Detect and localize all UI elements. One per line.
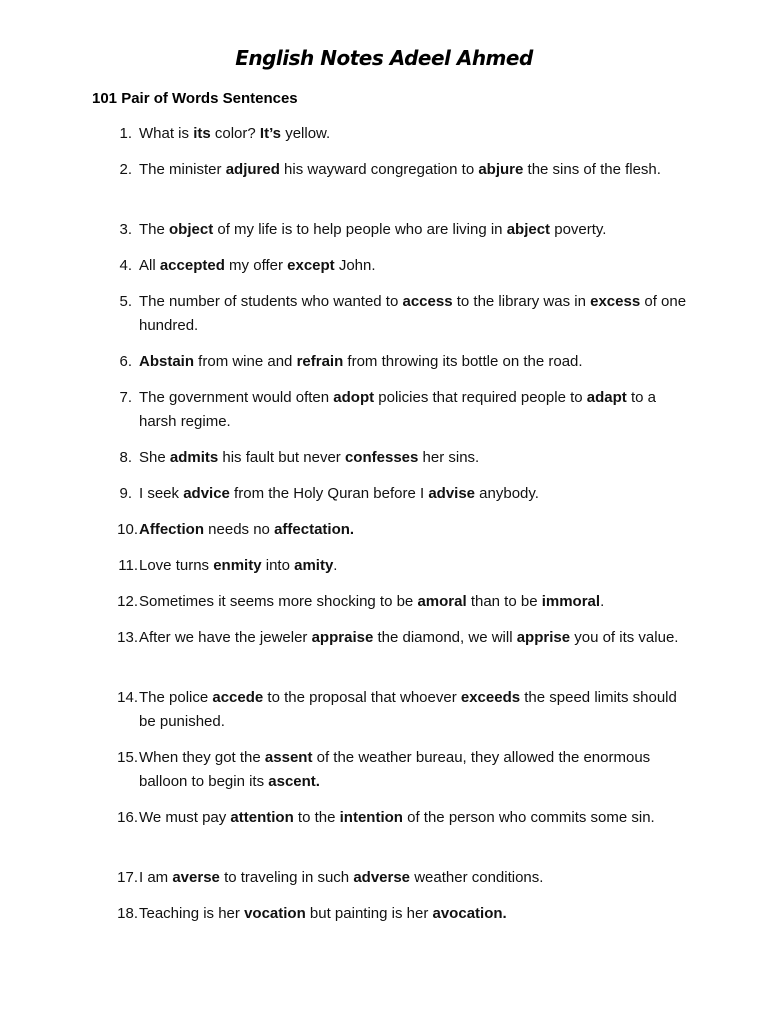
sentence-fragment: When they got the [139,749,265,766]
keyword: attention [230,809,294,826]
keyword: ascent. [268,773,320,790]
sentence-fragment: from throwing its bottle on the road. [343,353,583,370]
sentence-fragment: Love turns [139,557,214,574]
sentence-fragment: to the proposal that whoever [263,689,461,706]
sentence-fragment: his wayward congregation to [279,161,479,178]
list-item-text [139,806,689,830]
keyword: adapt [586,389,627,406]
list-item-number: 4. [119,257,132,274]
sentence-fragment: to the library was in [452,293,591,310]
list-item-text [139,686,689,734]
list-item-text [139,866,689,890]
sentence-fragment: but painting is her [305,905,433,922]
keyword: adopt [333,389,375,406]
list-item-number: 5. [119,293,132,310]
list-item-number: 17. [117,869,138,886]
keyword: assent [264,749,313,766]
sentence-fragment: poverty. [550,221,607,238]
sentence-fragment: from the Holy Quran before I [229,485,429,502]
keyword: exceeds [460,689,521,706]
keyword: confesses [344,449,419,466]
sentence-fragment: I seek [139,485,184,502]
list-item-number: 11. [118,557,138,574]
sentence-fragment: color? [210,125,260,142]
sentence-fragment: Teaching is her [139,905,245,922]
sentence-fragment: to a harsh regime. [139,389,656,430]
list-item-text [139,350,689,374]
list-item-text [139,290,689,338]
sentence-fragment: We must pay [139,809,231,826]
sentence-fragment: than to be [466,593,542,610]
keyword: It’s [259,125,282,142]
sentence-fragment: to the [293,809,340,826]
keyword: appraise [311,629,374,646]
list-item-number: 8. [119,449,132,466]
sentence-fragment: my offer [224,257,288,274]
sentence-fragment: She [139,449,170,466]
keyword: enmity [213,557,262,574]
list-item-text [139,122,689,146]
keyword: amity [294,557,334,574]
keyword: except [287,257,335,274]
section-heading: 101 Pair of Words Sentences [92,90,298,107]
list-item-text [139,158,689,182]
keyword: abjure [478,161,524,178]
list-item-number: 7. [119,389,132,406]
sentence-fragment: weather conditions. [410,869,544,886]
keyword: abject [506,221,551,238]
list-item-text [139,518,689,542]
sentence-fragment: from wine and [194,353,297,370]
sentence-fragment: of one hundred. [139,293,687,334]
list-item-text [139,386,689,434]
list-item-number: 16. [117,809,138,826]
list-item-number: 9. [119,485,132,502]
sentence-fragment: policies that required people to [374,389,587,406]
list-item-number: 3. [119,221,132,238]
keyword: advice [183,485,230,502]
list-item-text [139,746,689,794]
keyword: admits [169,449,219,466]
list-item-number: 10. [117,521,138,538]
keyword: advise [428,485,476,502]
document-title: English Notes Adeel Ahmed [235,46,533,70]
list-item-text [139,626,689,650]
keyword: avocation. [432,905,507,922]
list-item-text [139,482,689,506]
keyword: adjured [225,161,280,178]
sentence-fragment: What is [139,125,194,142]
keyword: Affection [139,521,204,538]
sentence-fragment: her sins. [418,449,480,466]
sentence-fragment: After we have the jeweler [139,629,312,646]
sentence-fragment: of the person who commits some sin. [402,809,655,826]
keyword: Abstain [139,353,195,370]
sentence-fragment: of my life is to help people who are living in [213,221,507,238]
list-item-number: 1. [119,125,132,142]
sentence-fragment: All [139,257,160,274]
keyword: object [169,221,214,238]
keyword: immoral [541,593,601,610]
sentence-fragment: The government would often [139,389,334,406]
sentence-fragment: The number of students who wanted to [139,293,403,310]
sentence-fragment: the diamond, we will [373,629,517,646]
keyword: amoral [417,593,467,610]
sentence-fragment: The minister [139,161,226,178]
list-item-number: 14. [117,689,138,706]
sentence-fragment: I am [139,869,173,886]
keyword: affectation. [274,521,355,538]
sentence-fragment: anybody. [475,485,539,502]
list-item-number: 12. [117,593,138,610]
list-item-text [139,902,689,926]
keyword: apprise [516,629,571,646]
sentence-fragment: The police [139,689,213,706]
list-item-number: 15. [117,749,138,766]
keyword: intention [339,809,403,826]
list-item-text [139,254,689,278]
sentence-fragment: the sins of the flesh. [523,161,661,178]
keyword: accede [212,689,264,706]
list-item-text [139,446,689,470]
sentence-fragment: you of its value. [570,629,679,646]
keyword: adverse [353,869,411,886]
list-item-number: 6. [119,353,132,370]
keyword: refrain [296,353,344,370]
sentence-fragment: yellow. [281,125,331,142]
keyword: averse [172,869,220,886]
sentence-fragment: The [139,221,170,238]
sentence-fragment: to traveling in such [219,869,354,886]
sentence-fragment: Sometimes it seems more shocking to be [139,593,418,610]
sentence-fragment: into [261,557,295,574]
sentence-fragment: John. [334,257,376,274]
sentence-fragment: his fault but never [218,449,345,466]
sentence-fragment: . [600,593,605,610]
list-item-text [139,590,689,614]
keyword: its [193,125,211,142]
sentence-fragment: . [333,557,338,574]
keyword: accepted [159,257,225,274]
list-item-number: 2. [119,161,132,178]
sentence-fragment: of the weather bureau, they allowed the enormous balloon to begin its [139,749,651,790]
keyword: vocation [244,905,306,922]
list-item-text [139,554,689,578]
keyword: excess [590,293,641,310]
sentence-fragment: needs no [204,521,275,538]
list-item-text [139,218,689,242]
list-item-number: 18. [117,905,138,922]
list-item-number: 13. [117,629,138,646]
sentence-fragment: the speed limits should be punished. [139,689,677,730]
keyword: access [402,293,453,310]
